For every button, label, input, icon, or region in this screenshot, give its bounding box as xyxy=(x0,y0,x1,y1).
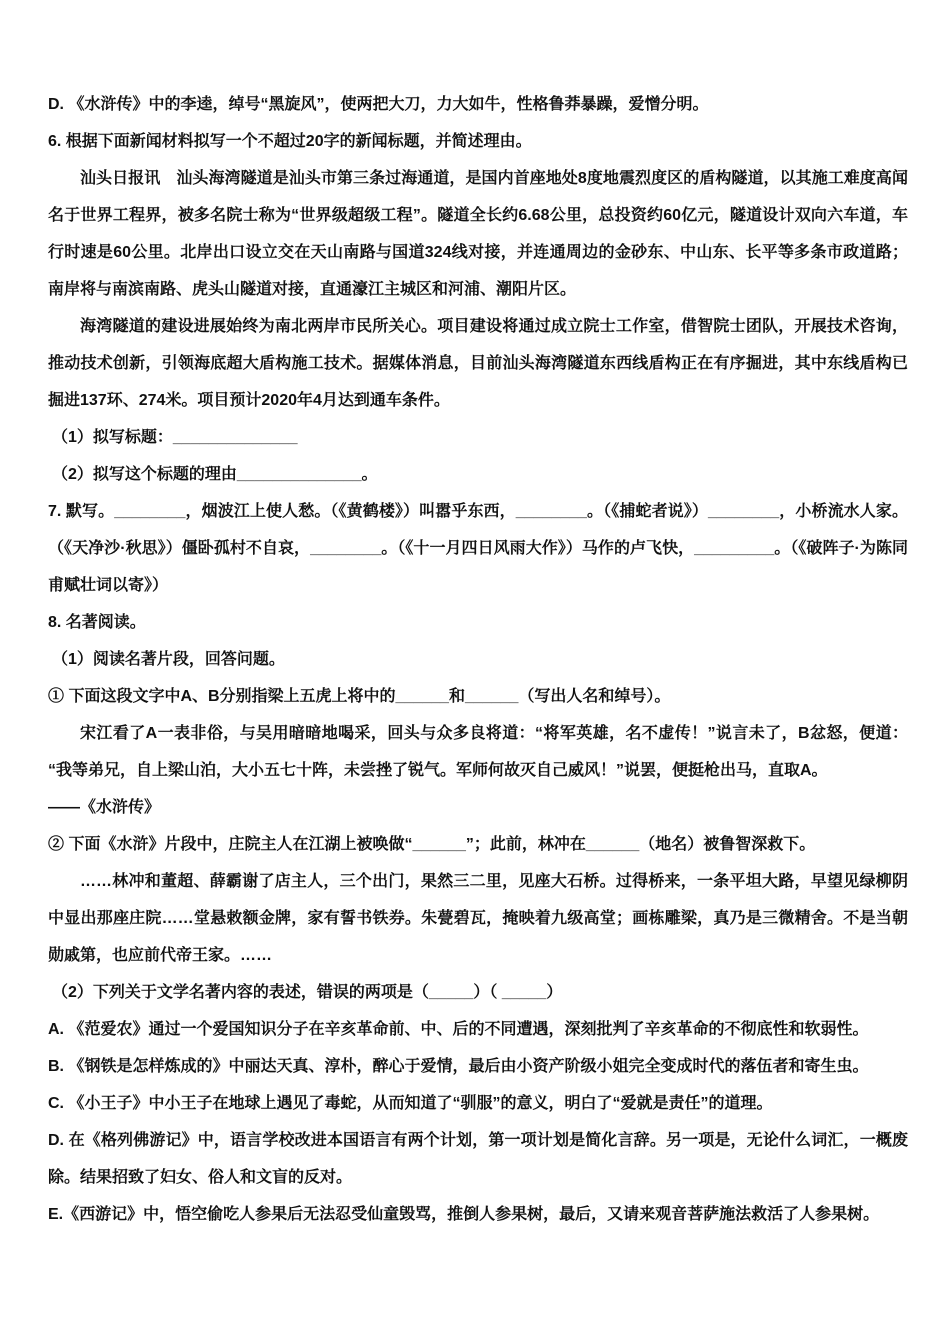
question-8-part1-sub2: ② 下面《水浒》片段中，庄院主人在江湖上被唤做“______”；此前，林冲在______（地名）被鲁智深救下。 xyxy=(48,836,816,853)
question-8-excerpt-songjiang: 宋江看了A一表非俗，与吴用暗暗地喝采，回头与众多良将道：“将军英雄，名不虚传！”说言未了，B忿怒，便道：“我等弟兄，自上梁山泊，大小五七十阵，未尝挫了锐气。军师何故灭自己威风！”说罢，便挺枪出马，直取A。 xyxy=(48,725,908,779)
question-8-title: 8. 名著阅读。 xyxy=(48,614,146,631)
question-8-choice-e: E.《西游记》中，悟空偷吃人参果后无法忍受仙童毁骂，推倒人参果树，最后，又请来观音菩萨施法救活了人参果树。 xyxy=(48,1206,880,1223)
question-8-part1-prompt: （1）阅读名著片段，回答问题。 xyxy=(52,651,285,668)
question-6-news-paragraph-1: 汕头日报讯 汕头海湾隧道是汕头市第三条过海通道，是国内首座地处8度地震烈度区的盾构隧道，以其施工难度高闻名于世界工程界，被多名院士称为“世界级超级工程”。隧道全长约6.68公里，总投资约60亿元，隧道设计双向六车道，车行时速是60公里。北岸出口设立交在天山南路与国道324线对接，并连通周边的金砂东、中山东、长平等多条市政道路；南岸将与南滨南路、虎头山隧道对接，直通濠江主城区和河浦、潮阳片区。 xyxy=(48,170,908,298)
question-8-choice-b: B. 《钢铁是怎样炼成的》中丽达天真、淳朴，醉心于爱情，最后由小资产阶级小姐完全变成时代的落伍者和寄生虫。 xyxy=(48,1058,869,1075)
question-6-prompt: 6. 根据下面新闻材料拟写一个不超过20字的新闻标题，并简述理由。 xyxy=(48,133,532,150)
option-d-item: D. 《水浒传》中的李逵，绰号“黑旋风”，使两把大刀，力大如牛，性格鲁莽暴躁，爱憎分明。 xyxy=(48,96,709,113)
question-8-choice-d: D. 在《格列佛游记》中，语言学校改进本国语言有两个计划，第一项计划是简化言辞。另一项是，无论什么词汇，一概废除。结果招致了妇女、俗人和文盲的反对。 xyxy=(48,1132,908,1186)
question-8-choice-c: C. 《小王子》中小王子在地球上遇见了毒蛇，从而知道了“驯服”的意义，明白了“爱就是责任”的道理。 xyxy=(48,1095,773,1112)
question-8-excerpt-linchong: ……林冲和董超、薛霸谢了店主人，三个出门，果然三二里，见座大石桥。过得桥来，一条平坦大路，早望见绿柳阴中显出那座庄院……堂悬敕额金牌，家有誓书铁券。朱甍碧瓦，掩映着九级高堂；画栋雕梁，真乃是三微精舍。不是当朝勋戚第，也应前代帝王家。…… xyxy=(48,873,908,964)
question-6-blank-reason: （2）拟写这个标题的理由______________。 xyxy=(52,466,378,483)
question-8-choice-a: A. 《范爱农》通过一个爱国知识分子在辛亥革命前、中、后的不同遭遇，深刻批判了辛亥革命的不彻底性和软弱性。 xyxy=(48,1021,869,1038)
question-8-excerpt-source: ——《水浒传》 xyxy=(48,799,161,816)
question-6-news-paragraph-2: 海湾隧道的建设进展始终为南北两岸市民所关心。项目建设将通过成立院士工作室，借智院士团队，开展技术咨询，推动技术创新，引领海底超大盾构施工技术。据媒体消息，目前汕头海湾隧道东西线盾构正在有序掘进，其中东线盾构已掘进137环、274米。项目预计2020年4月达到通车条件。 xyxy=(48,318,908,409)
question-8-part1-sub1: ① 下面这段文字中A、B分别指梁上五虎上将中的______和______（写出人名和绰号）。 xyxy=(48,688,671,705)
question-6-blank-title: （1）拟写标题：______________ xyxy=(52,429,298,446)
question-8-part2-prompt: （2）下列关于文学名著内容的表述，错误的两项是（_____）（ _____） xyxy=(52,984,563,1001)
question-7-dictation: 7. 默写。________，烟波江上使人愁。（《黄鹤楼》）叫嚣乎东西，________。（《捕蛇者说》）________，小桥流水人家。（《天净沙·秋思》）僵卧孤村不自哀，________。（《十一月四日风雨大作》）马作的卢飞快，_________。（《破阵子·为陈同甫赋壮词以寄》） xyxy=(48,503,908,594)
